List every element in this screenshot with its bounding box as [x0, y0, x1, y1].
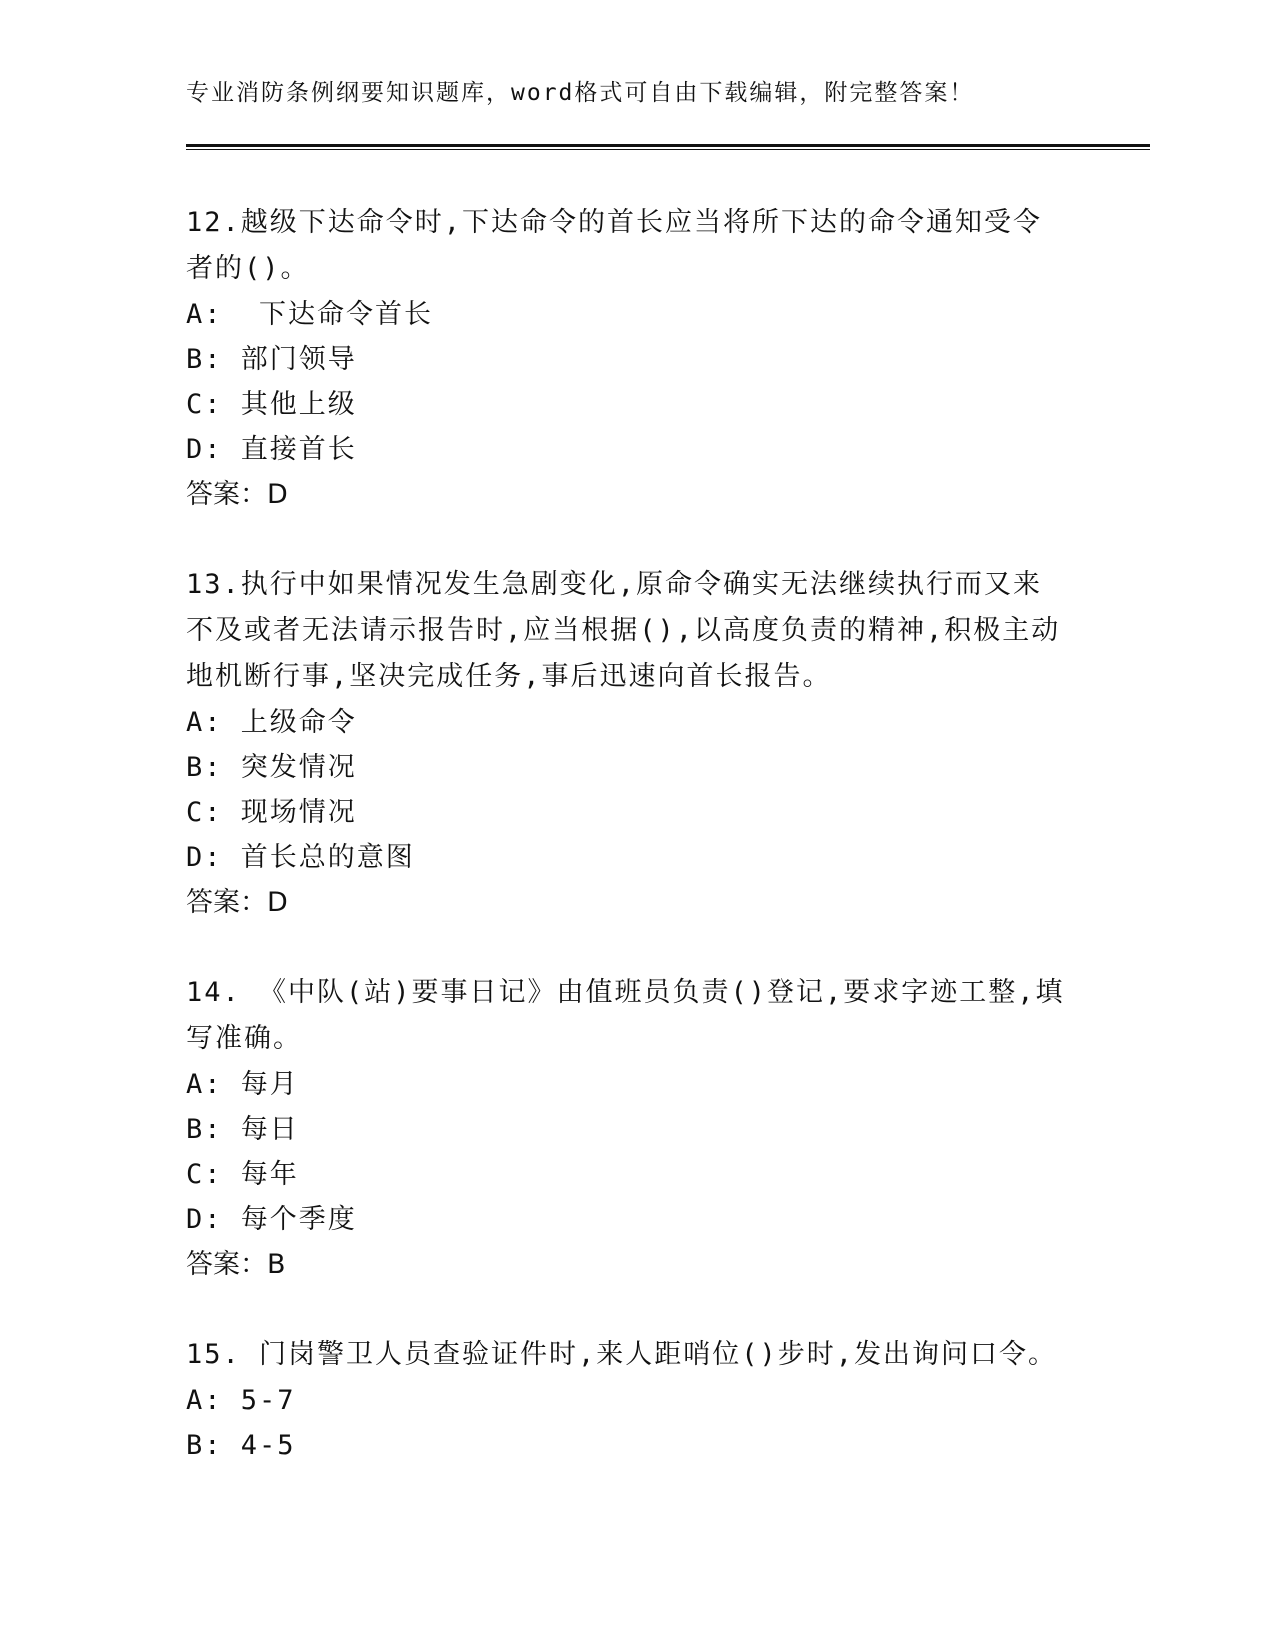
option-c: C: 每年	[186, 1159, 299, 1190]
option-b: B: 4-5	[186, 1430, 296, 1461]
option-a: A: 上级命令	[186, 707, 357, 738]
question-14	[186, 970, 1086, 1288]
question-13	[186, 562, 1086, 926]
question-stem: 15. 门岗警卫人员查验证件时,来人距哨位()步时,发出询问口令。	[186, 1339, 1058, 1370]
question-stem: 13.执行中如果情况发生急剧变化,原命令确实无法继续执行而又来 不及或者无法请示报告时,应当根据(),以高度负责的精神,积极主动地机断行事,坚决完成任务,事后迅速向首长报告。	[186, 569, 1061, 692]
page-header: 专业消防条例纲要知识题库，word格式可自由下载编辑，附完整答案！	[186, 80, 975, 106]
option-b: B: 每日	[186, 1114, 299, 1145]
answer-line: 答案：B	[186, 1249, 286, 1280]
option-c: C: 现场情况	[186, 797, 357, 828]
option-c: C: 其他上级	[186, 389, 357, 420]
option-b: B: 突发情况	[186, 752, 357, 783]
option-d: D: 直接首长	[186, 434, 357, 465]
option-d: D: 首长总的意图	[186, 842, 415, 873]
header-divider	[186, 144, 1150, 150]
option-a: A: 下达命令首长	[186, 299, 434, 330]
question-12	[186, 200, 1086, 518]
question-stem: 14. 《中队(站)要事日记》由值班员负责()登记,要求字迹工整,填写准确。	[186, 977, 1065, 1054]
question-list	[186, 200, 1086, 1512]
option-a: A: 每月	[186, 1069, 299, 1100]
question-15	[186, 1332, 1086, 1468]
answer-line: 答案：D	[186, 479, 288, 510]
option-a: A: 5-7	[186, 1385, 296, 1416]
option-d: D: 每个季度	[186, 1204, 357, 1235]
answer-line: 答案：D	[186, 887, 288, 918]
question-stem: 12.越级下达命令时,下达命令的首长应当将所下达的命令通知受令者的()。	[186, 207, 1043, 284]
option-b: B: 部门领导	[186, 344, 357, 375]
